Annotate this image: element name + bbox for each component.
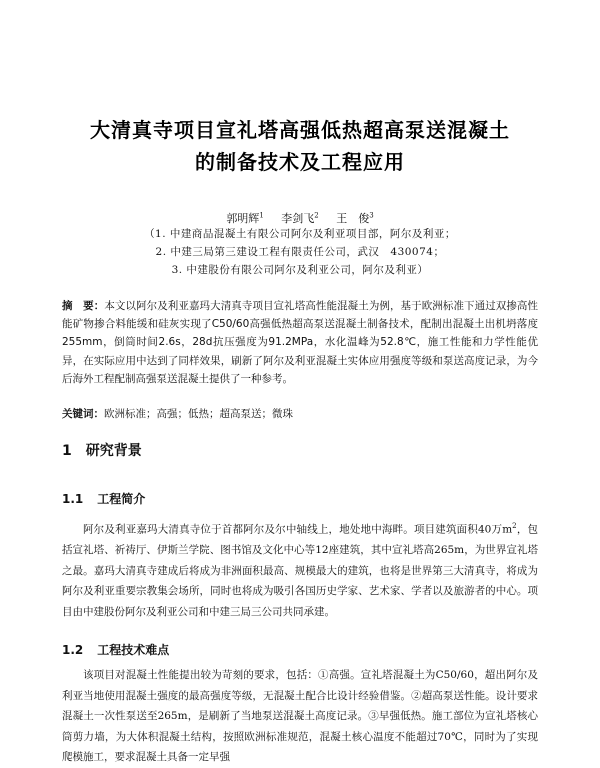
subsection-number: 1.2 (62, 643, 84, 657)
abstract (62, 297, 538, 388)
author-name: 郭明辉 (226, 212, 260, 225)
abstract-text: 本文以阿尔及利亚嘉玛大清真寺项目宣礼塔高性能混凝土为例，基于欧洲标准下通过双掺高性能矿物掺合料能缓和硅灰实现了C50/60高强低热超高泵送混凝土制备技术，配制出混凝土出机坍落度255mm，倒筒时间2.6s，28d抗压强度为91.2MPa，水化温峰为52.8℃，施工性能和力学性能优异，在实际应用中达到了同样效果，刷新了阿尔及利亚混凝土实体应用强度等级和泵送高度记录，为今后海外工程配制高强泵送混凝土提供了一种参考。 (62, 300, 539, 385)
author-sup: 1 (259, 211, 264, 220)
section-number: 1 (62, 443, 72, 459)
subsection-number: 1.1 (62, 492, 84, 506)
unit-superscript: 2 (512, 522, 517, 530)
author-list (0, 210, 600, 226)
subsection-heading (62, 641, 169, 658)
section-title: 研究背景 (85, 443, 142, 459)
affiliation-line: （1. 中建商品混凝土有限公司阿尔及利亚项目部，阿尔及利亚； (144, 228, 456, 240)
section-heading (62, 440, 142, 460)
author-sup: 3 (369, 211, 374, 220)
paragraph-technical-difficulties: 该项目对混凝土性能提出较为苛刻的要求，包括：①高强。宣礼塔混凝土为C50/60，超出阿尔及利亚当地使用混凝土强度的最高强度等级，无混凝土配合比设计经验借鉴。②超高泵送性能。设计要求混凝土一次性泵送至265m，是刷新了当地泵送混凝土高度记录。③早强低热。施工部位为宣礼塔核心筒剪力墙，为大体积混凝土结构，按照欧洲标准规范，混凝土核心温度不能超过70℃，同时为了实现爬模施工，要求混凝土具备一定早强 (62, 669, 538, 763)
abstract-label: 摘 要： (62, 300, 105, 312)
subsection-title: 工程简介 (97, 492, 146, 506)
affiliation-line: 3. 中建股份有限公司阿尔及利亚公司，阿尔及利亚） (171, 264, 429, 276)
author-sup: 2 (314, 211, 319, 220)
paragraph-project-intro (62, 516, 538, 622)
subsection-heading (62, 490, 145, 507)
title-line-1: 大清真寺项目宣礼塔高强低热超高泵送混凝土 (90, 118, 510, 142)
title-line-2: 的制备技术及工程应用 (195, 150, 405, 174)
affiliation-line: 2. 中建三局第三建设工程有限责任公司，武汉 430074； (155, 246, 445, 258)
author-name: 王 俊 (336, 212, 370, 225)
keywords (62, 406, 538, 421)
keywords-text: 欧洲标准；高强；低热；超高泵送；微珠 (104, 408, 293, 420)
paragraph-text: 阿尔及利亚嘉玛大清真寺位于首都阿尔及尔中轴线上，地处地中海畔。项目建筑面积40万m (83, 523, 513, 536)
author-name: 李剑飞 (281, 212, 315, 225)
subsection-title: 工程技术难点 (97, 643, 170, 657)
paragraph-text: ，包括宣礼塔、祈祷厅、伊斯兰学院、图书馆及文化中心等12座建筑，其中宣礼塔高265m，为世界宣礼塔之最。嘉玛大清真寺建成后将成为非洲面积最高、规模最大的建筑，也将是世界第三大清真寺，将成为阿尔及利亚重要宗教集会场所，同时也将成为吸引各国历史学家、艺术家、学者以及旅游者的中心。项目由中建股份阿尔及利亚公司和中建三局三公司共同承建。 (62, 523, 538, 618)
keywords-label: 关键词： (62, 408, 104, 420)
